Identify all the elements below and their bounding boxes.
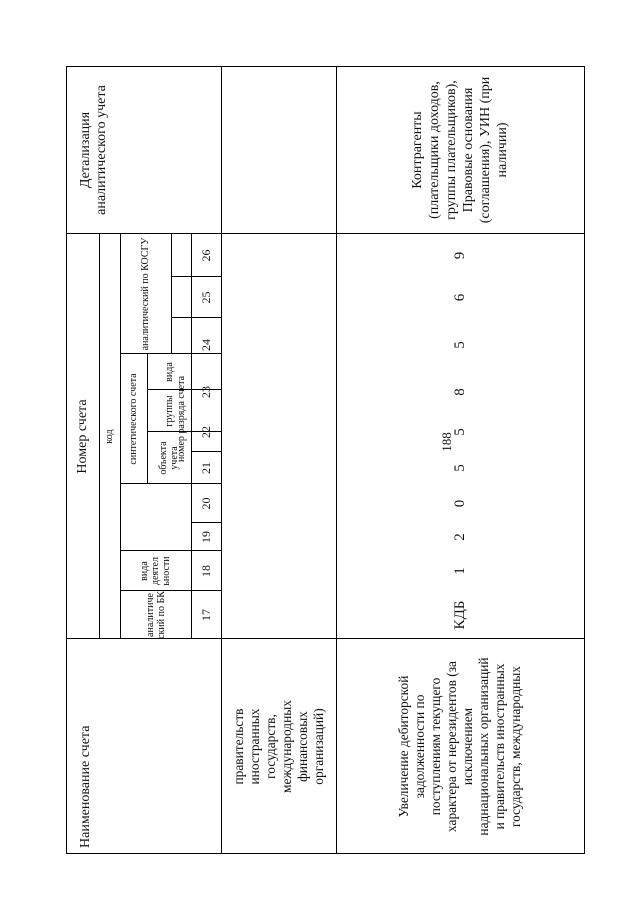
row1-account-name: правительств иностранных государств, международных финансовых организаций)	[230, 700, 326, 793]
header-synthetic: синтетического счета	[128, 373, 139, 465]
digit-22: 22	[198, 426, 213, 438]
row2-value-19: 2	[451, 533, 468, 541]
header-activity-type: вида деятел ьности	[139, 556, 172, 586]
header-account-number: Номер счета	[74, 399, 90, 474]
digit-19: 19	[198, 531, 213, 543]
table-border-bottom	[584, 66, 585, 854]
header-code: код	[104, 429, 115, 444]
digit-23: 23	[198, 386, 213, 398]
row2-value-26: 9	[451, 251, 468, 260]
page-number: 188	[439, 432, 454, 452]
row2-value-24: 5	[451, 341, 468, 349]
header-analytic-bk: аналитиче ский по БК	[144, 591, 167, 639]
row2-value-21: 5	[451, 464, 468, 472]
header-analytic-detail: Детализация аналитического учета	[78, 85, 109, 215]
header-account-object: объекта учета	[158, 441, 180, 475]
row2-value-23: 8	[451, 388, 468, 396]
digit-17: 17	[198, 609, 213, 621]
row2-analytic-detail: Контрагенты (плательщики доходов, группы плательщиков), Правовые основания (соглашения), УИН (при наличии)	[410, 76, 510, 224]
digit-26: 26	[198, 249, 213, 262]
kosgu-label-bottom	[171, 234, 172, 354]
header-account-name: Наименование счета	[78, 725, 93, 848]
row2-value-25: 6	[451, 293, 468, 302]
digit-18: 18	[198, 565, 213, 577]
row2-value-20: 0	[451, 499, 468, 508]
rotated-table	[66, 66, 585, 854]
row2-value-18: 1	[451, 567, 468, 575]
row2-account-name: Увеличение дебиторской задолженности по поступлениям текущего характера от нерезидентов (за исключением наднациональных организаций и правительств иностранных государств, международных	[396, 657, 523, 836]
header-type: вида	[163, 362, 175, 382]
row2-value-22: 5	[451, 428, 468, 436]
header-digit-number: номер разряда счета	[175, 375, 187, 463]
header-group: группы	[163, 395, 175, 427]
digit-25: 25	[198, 291, 213, 304]
digit-21: 21	[198, 462, 213, 474]
digit-20: 20	[198, 497, 213, 510]
header-kosgu: аналитический по КОСГУ	[140, 237, 151, 351]
digit-24: 24	[198, 339, 213, 351]
row2-value-17: КДБ	[451, 600, 468, 630]
